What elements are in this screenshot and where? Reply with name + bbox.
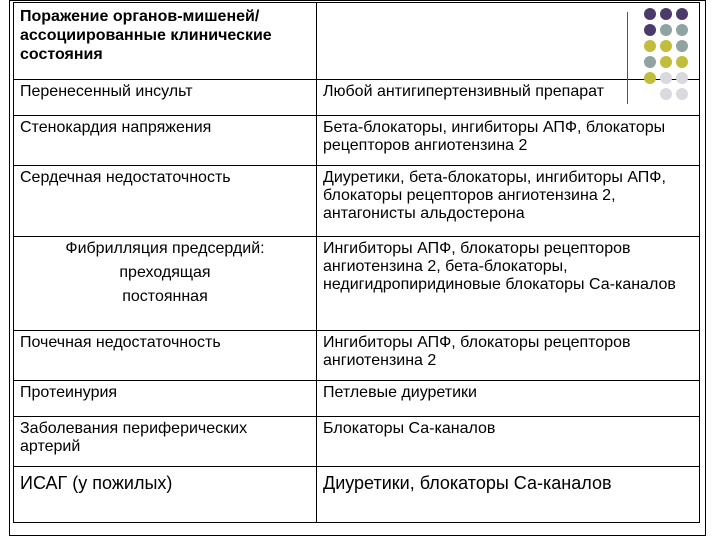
decorative-dot-grid: [628, 8, 708, 108]
decorative-dot: [660, 24, 672, 36]
condition-cell: Перенесенный инсульт: [14, 80, 317, 116]
drugs-cell: Петлевые диуретики: [317, 381, 700, 417]
table-row: [14, 417, 700, 467]
decorative-dot: [676, 24, 688, 36]
drugs-cell: Диуретики, бета-блокаторы, ингибиторы АПФ, блокаторы рецепторов ангиотензина 2, антагонисты альдостерона: [317, 166, 700, 237]
table-row: [14, 237, 700, 331]
decorative-dot: [660, 72, 672, 84]
decorative-dot: [660, 40, 672, 52]
header-condition-cell: Поражение органов-мишеней/ассоциированные клинические состояния: [14, 3, 317, 80]
decorative-dot: [676, 72, 688, 84]
table-row: [14, 331, 700, 381]
decorative-dot: [644, 24, 656, 36]
drugs-cell: Любой антигипертензивный препарат: [317, 80, 700, 116]
decorative-dot: [644, 72, 656, 84]
table-header-row: [14, 3, 700, 80]
decorative-dot: [660, 88, 672, 100]
condition-cell: Протеинурия: [14, 381, 317, 417]
condition-cell: [14, 237, 317, 331]
table-row: [14, 381, 700, 417]
condition-subtype: постоянная: [122, 288, 208, 305]
table-row: [14, 80, 700, 116]
treatment-table: [13, 2, 700, 523]
decorative-dot: [660, 56, 672, 68]
condition-cell: Стенокардия напряжения: [14, 116, 317, 166]
drugs-cell: Ингибиторы АПФ, блокаторы рецепторов ангиотензина 2: [317, 331, 700, 381]
condition-cell: Заболевания периферических артерий: [14, 417, 317, 467]
decorative-dot: [676, 40, 688, 52]
decorative-dot: [644, 40, 656, 52]
condition-cell: ИСАГ (у пожилых): [14, 467, 317, 523]
decorative-dot: [660, 8, 672, 20]
condition-cell: Почечная недостаточность: [14, 331, 317, 381]
table-row: [14, 116, 700, 166]
drugs-cell: Ингибиторы АПФ, блокаторы рецепторов ангиотензина 2, бета-блокаторы, недигидропиридиновые блокаторы Са-каналов: [317, 237, 700, 331]
table-row: [14, 166, 700, 237]
drugs-cell: Бета-блокаторы, ингибиторы АПФ, блокаторы рецепторов ангиотензина 2: [317, 116, 700, 166]
drugs-cell: Блокаторы Са-каналов: [317, 417, 700, 467]
decorative-dot: [644, 56, 656, 68]
decorative-dot: [676, 8, 688, 20]
decorative-dot: [676, 88, 688, 100]
decorative-dot: [676, 56, 688, 68]
drugs-cell: Диуретики, блокаторы Са-каналов: [317, 467, 700, 523]
condition-cell: Сердечная недостаточность: [14, 166, 317, 237]
table-row: [14, 467, 700, 523]
decorative-dot: [644, 8, 656, 20]
condition-title: Фибрилляция предсердий:: [65, 240, 265, 257]
condition-subtype: преходящая: [119, 264, 211, 281]
